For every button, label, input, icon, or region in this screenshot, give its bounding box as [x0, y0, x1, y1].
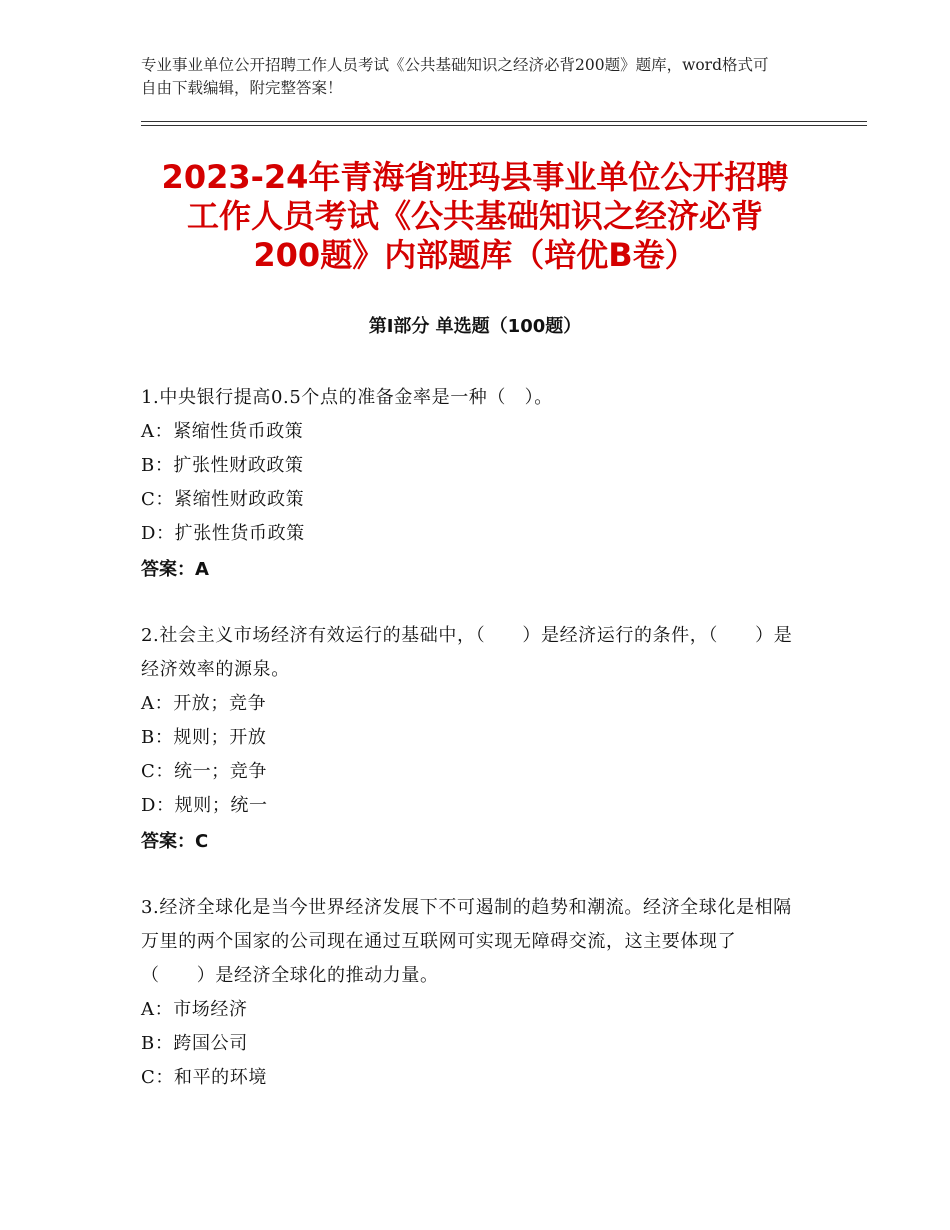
title-line-2: 工作人员考试《公共基础知识之经济必背: [186, 197, 763, 235]
option-b: B：跨国公司: [141, 1033, 248, 1054]
answer: 答案：C: [141, 831, 209, 852]
title-line-3: 200题》内部题库（培优B卷）: [253, 236, 697, 274]
question-1: [141, 381, 801, 587]
question-2: [141, 619, 801, 859]
header-divider-double: [141, 125, 867, 126]
option-c: C：和平的环境: [141, 1067, 267, 1088]
question-stem: 2.社会主义市场经济有效运行的基础中，（ ）是经济运行的条件，（ ）是经济效率的源泉。: [141, 625, 793, 680]
answer: 答案：A: [141, 559, 209, 580]
option-d: D：扩张性货币政策: [141, 523, 305, 544]
question-stem: 3.经济全球化是当今世界经济发展下不可遏制的趋势和潮流。经济全球化是相隔万里的两个国家的公司现在通过互联网可实现无障碍交流，这主要体现了（ ）是经济全球化的推动力量。: [141, 897, 792, 986]
option-b: B：扩张性财政政策: [141, 455, 304, 476]
question-stem: 1.中央银行提高0.5个点的准备金率是一种（ ）。: [141, 387, 553, 408]
document-title: [100, 158, 850, 275]
header-note: 专业事业单位公开招聘工作人员考试《公共基础知识之经济必背200题》题库，word格式可自由下载编辑，附完整答案！: [141, 56, 769, 97]
option-d: D：规则；统一: [141, 795, 268, 816]
header-divider: [141, 121, 867, 122]
question-3: [141, 891, 801, 1095]
option-a: A：开放；竞争: [141, 693, 267, 714]
option-b: B：规则；开放: [141, 727, 267, 748]
option-c: C：紧缩性财政政策: [141, 489, 305, 510]
option-c: C：统一；竞争: [141, 761, 267, 782]
option-a: A：市场经济: [141, 999, 248, 1020]
option-a: A：紧缩性货币政策: [141, 421, 304, 442]
section-title: 第Ⅰ部分 单选题（100题）: [368, 316, 582, 337]
title-line-1: 2023-24年青海省班玛县事业单位公开招聘: [161, 158, 789, 196]
